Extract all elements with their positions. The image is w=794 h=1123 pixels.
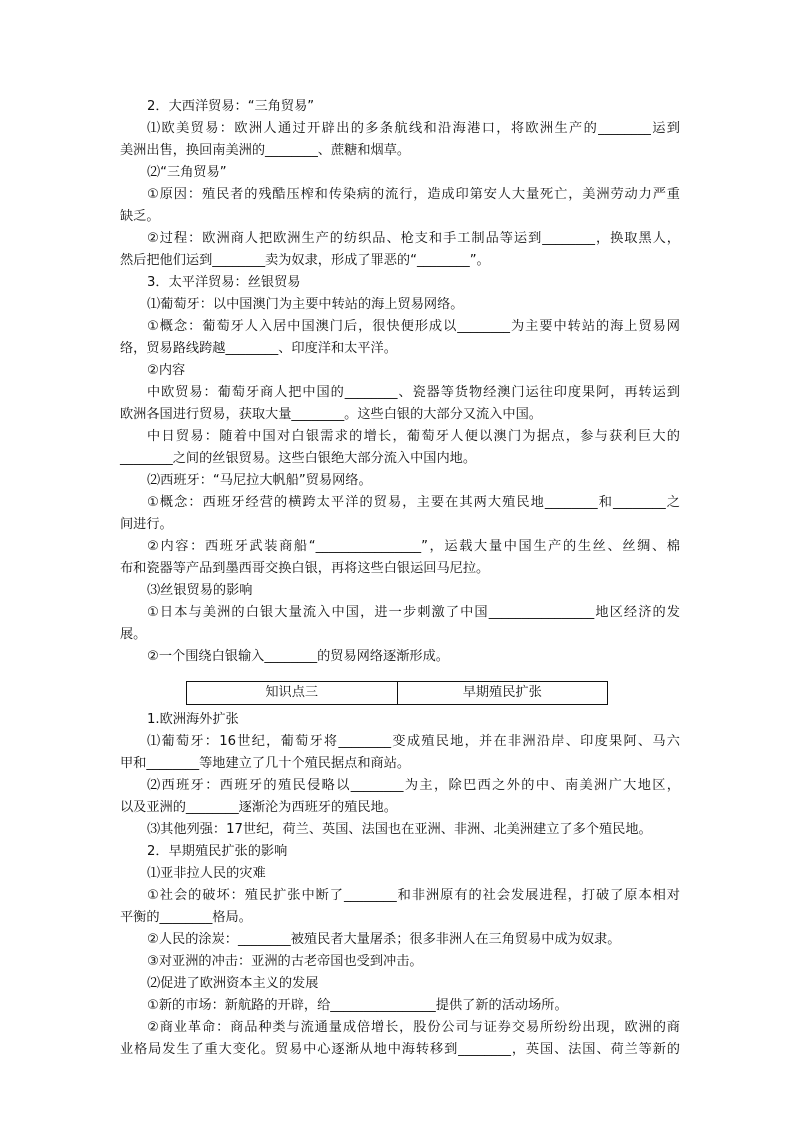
text-line: ________之间的丝银贸易。这些白银绝大部分流入中国内地。	[120, 451, 477, 466]
text-line: ⑴葡萄牙：以中国澳门为主要中转站的海上贸易网络。	[147, 297, 464, 312]
text-line: ②商业革命：商品种类与流通量成倍增长，股份公司与证券交易所纷纷出现，欧洲的商	[147, 1020, 680, 1035]
text-line: ①新的市场：新航路的开辟，给________________提供了新的活动场所。	[147, 998, 568, 1013]
text-line: 以及亚洲的________逐渐沦为西班牙的殖民地。	[120, 800, 397, 815]
text-line: ⑴葡萄牙：16世纪，葡萄牙将________变成殖民地，并在非洲沿岸、印度果阿、马六	[147, 734, 680, 749]
text-line: ②一个围绕白银输入________的贸易网络逐渐形成。	[147, 649, 449, 664]
text-line: ⑵促进了欧洲资本主义的发展	[147, 976, 319, 991]
text-line: 2．早期殖民扩张的影响	[147, 844, 288, 859]
text-line: ⑶其他列强：17世纪，荷兰、英国、法国也在亚洲、非洲、北美洲建立了多个殖民地。	[147, 822, 652, 837]
text-line: ⑴亚非拉人民的灾难	[147, 866, 266, 881]
text-line: 间进行。	[120, 517, 173, 532]
text-line: ⑴欧美贸易：欧洲人通过开辟出的多条航线和沿海港口，将欧洲生产的________运到	[147, 121, 680, 136]
text-line: ②内容	[147, 363, 186, 378]
text-line: 布和瓷器等产品到墨西哥交换白银，再将这些白银运回马尼拉。	[120, 561, 490, 576]
text-line: ⑶丝银贸易的影响	[147, 583, 253, 598]
text-line: ③对亚洲的冲击：亚洲的古老帝国也受到冲击。	[147, 954, 423, 969]
section-trade	[120, 96, 680, 668]
text-line: 络，贸易路线跨越________、印度洋和太平洋。	[120, 341, 397, 356]
text-line: ①社会的破坏：殖民扩张中断了________和非洲原有的社会发展进程，打破了原本相对	[147, 888, 680, 903]
text-line: ①概念：西班牙经营的横跨太平洋的贸易，主要在其两大殖民地________和________之	[147, 495, 680, 510]
text-line: ⑵西班牙：西班牙的殖民侵略以________为主，除巴西之外的中、南美洲广大地区，	[147, 778, 680, 793]
text-line: 3．太平洋贸易：丝银贸易	[147, 275, 301, 290]
text-line: 业格局发生了重大变化。贸易中心逐渐从地中海转移到________，英国、法国、荷兰等新的	[120, 1042, 680, 1057]
text-line: ①概念：葡萄牙人入居中国澳门后，很快便形成以________为主要中转站的海上贸易网	[147, 319, 680, 334]
knowledge-point-topic: 早期殖民扩张	[397, 682, 608, 705]
text-line: 平衡的________格局。	[120, 910, 252, 925]
text-line: 1.欧洲海外扩张	[147, 712, 239, 727]
text-line: 中日贸易：随着中国对白银需求的增长，葡萄牙人便以澳门为据点，参与获利巨大的	[147, 429, 680, 444]
knowledge-point-table	[186, 681, 608, 705]
text-line: 缺乏。	[120, 209, 160, 224]
text-line: 然后把他们运到________卖为奴隶，形成了罪恶的“________”。	[120, 253, 490, 268]
text-line: 中欧贸易：葡萄牙商人把中国的________、瓷器等货物经澳门运往印度果阿，再转运到	[147, 385, 680, 400]
text-line: 展。	[120, 627, 147, 642]
text-line: 美洲出售，换回南美洲的________、蔗糖和烟草。	[120, 143, 411, 158]
knowledge-point-label: 知识点三	[187, 682, 398, 705]
text-line: 甲和________等地建立了几十个殖民据点和商站。	[120, 756, 411, 771]
text-line: 2．大西洋贸易：“三角贸易”	[147, 99, 315, 114]
section-colonial-expansion	[120, 709, 680, 1061]
text-line: ②人民的涂炭：________被殖民者大量屠杀；很多非洲人在三角贸易中成为奴隶。	[147, 932, 621, 947]
document-content	[120, 96, 680, 1061]
text-line: ①日本与美洲的白银大量流入中国，进一步刺激了中国________________地区经济的发	[147, 605, 680, 620]
text-line: ②内容：西班牙武装商船“________________”，运载大量中国生产的生丝、丝绸、棉	[147, 539, 680, 554]
text-line: ②过程：欧洲商人把欧洲生产的纺织品、枪支和手工制品等运到________，换取黑人，	[147, 231, 680, 246]
text-line: ⑵西班牙：“马尼拉大帆船”贸易网络。	[147, 473, 372, 488]
text-line: ①原因：殖民者的残酷压榨和传染病的流行，造成印第安人大量死亡，美洲劳动力严重	[147, 187, 680, 202]
text-line: 欧洲各国进行贸易，获取大量________。这些白银的大部分又流入中国。	[120, 407, 542, 422]
text-line: ⑵“三角贸易”	[147, 165, 227, 180]
